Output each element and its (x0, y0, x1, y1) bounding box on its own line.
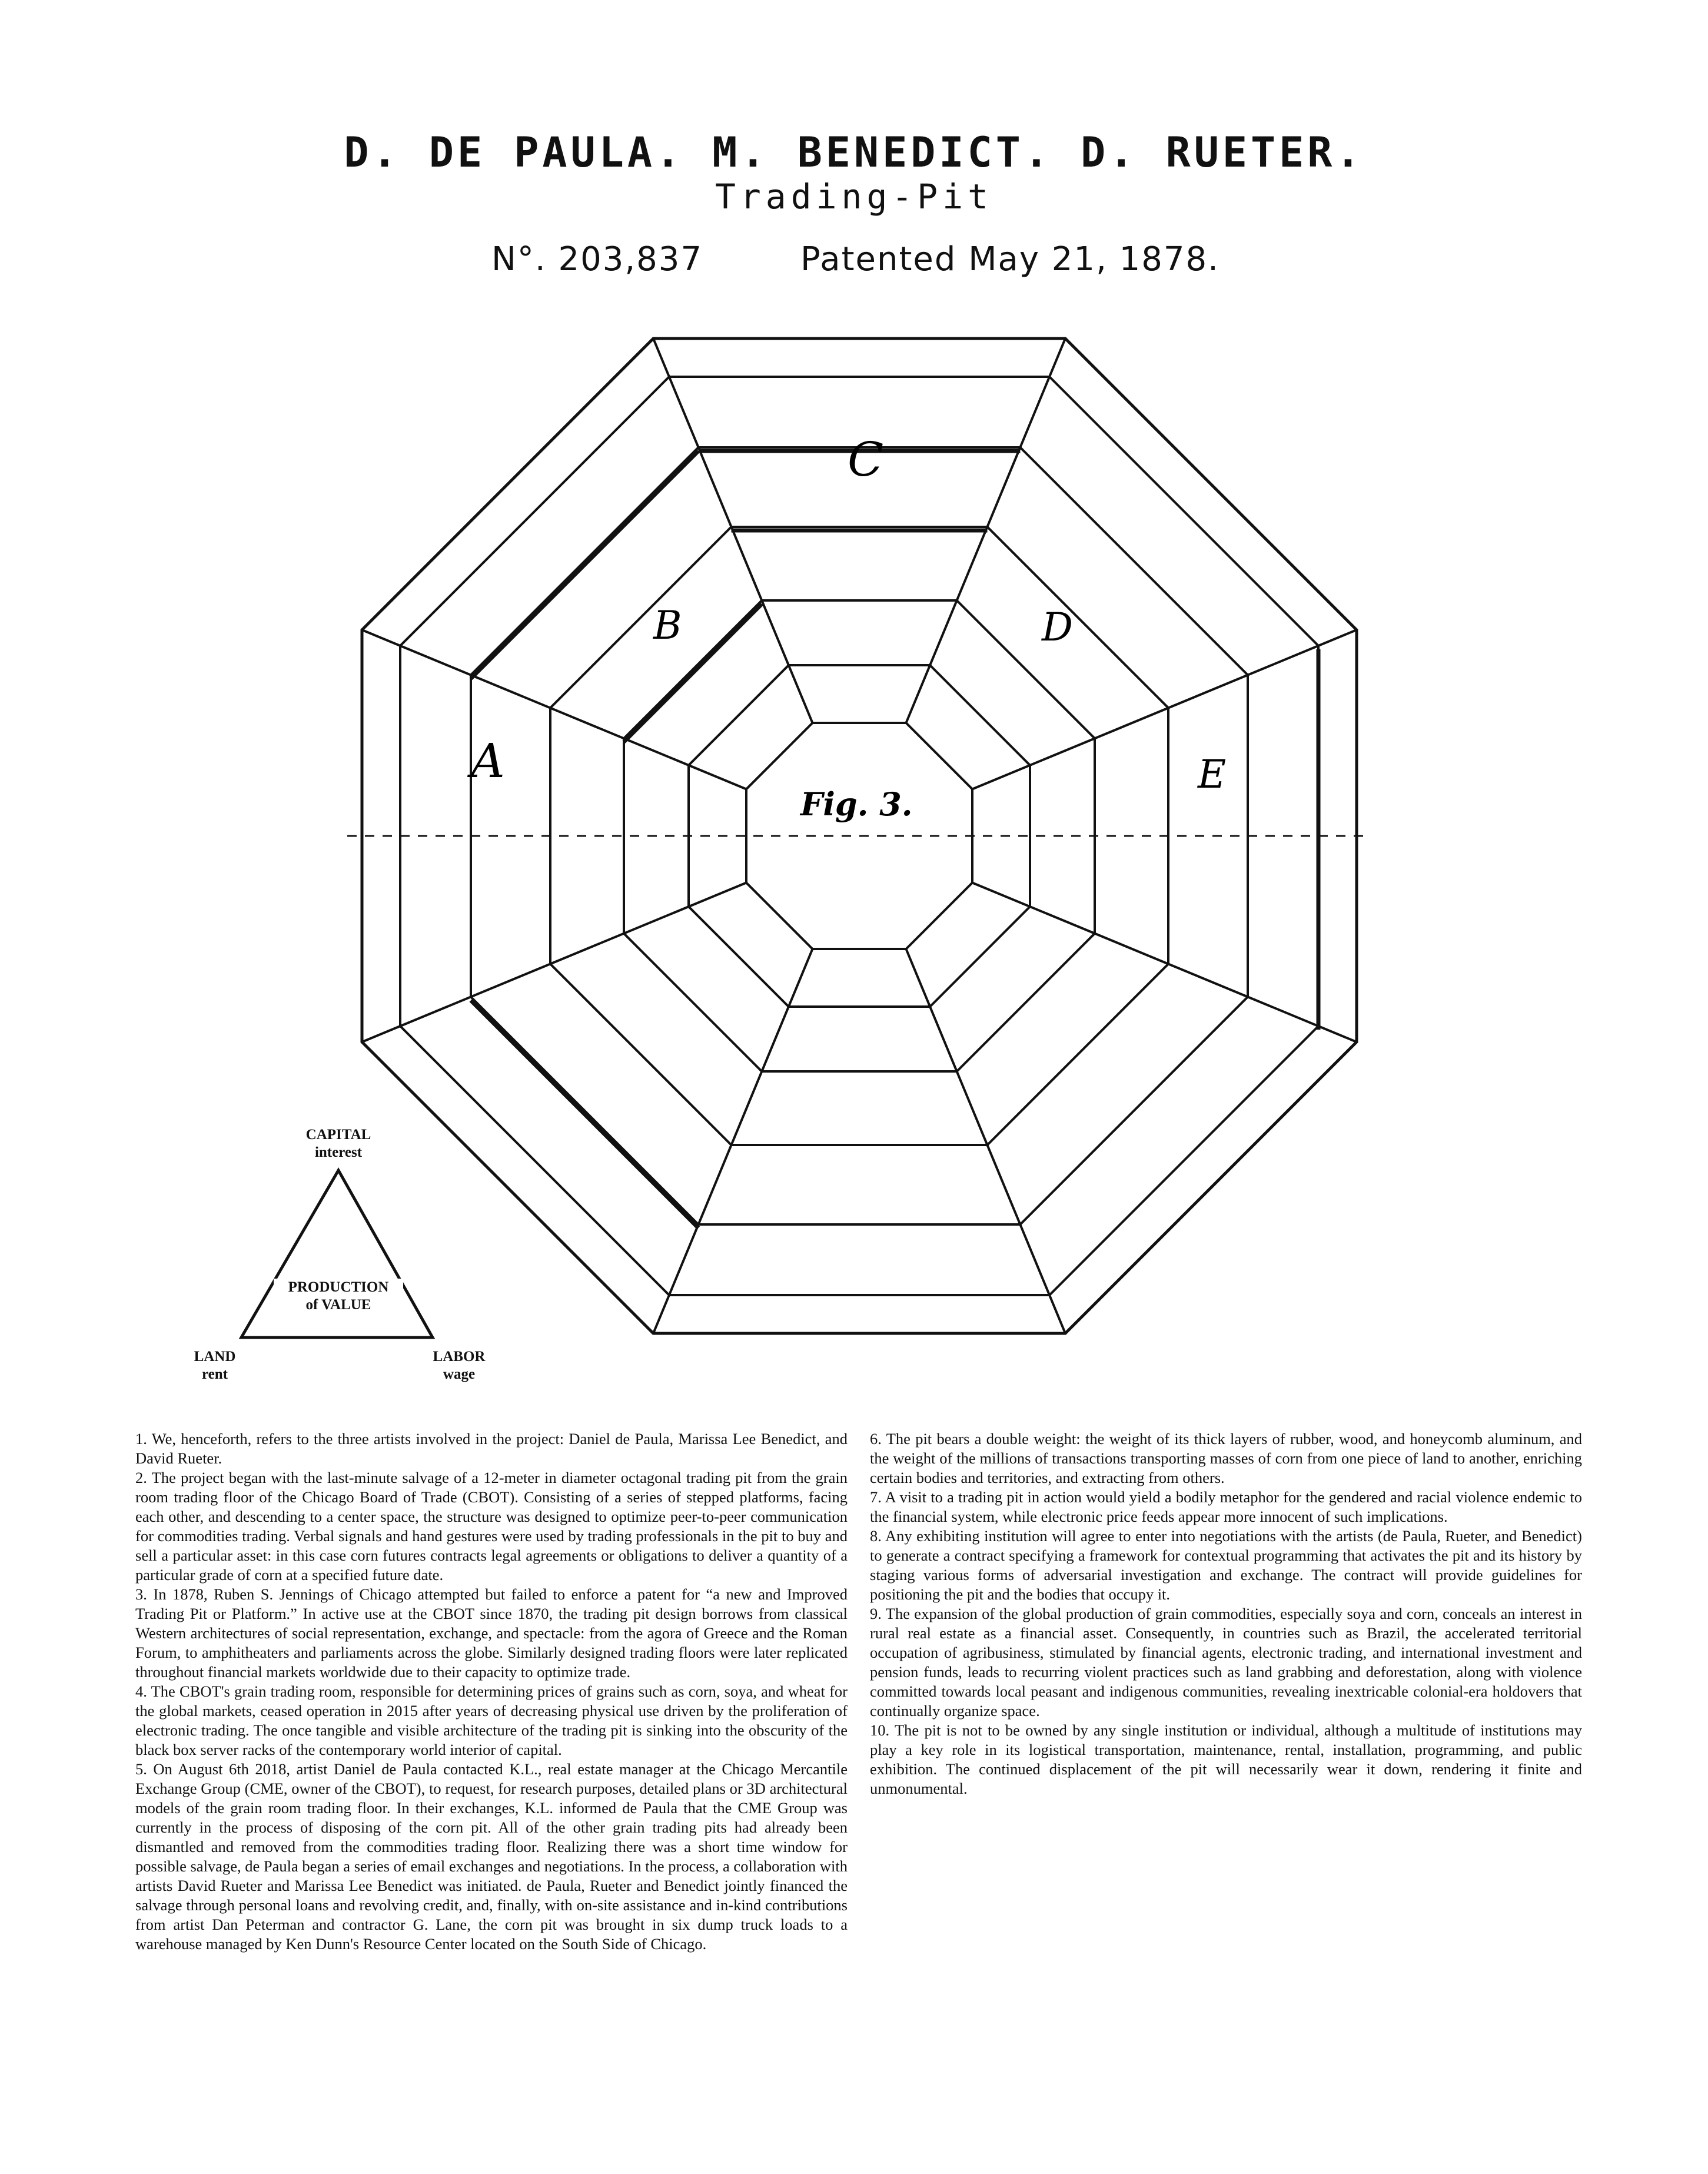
pit-spoke-8 (362, 630, 746, 789)
note-4: 4. The CBOT's grain trading room, responsible for determining prices of grains such as corn, soya, and wheat for the global markets, ceased operation in 2015 after years of decreasing physical use driven by the proliferation of electronic trading. The once tangible and visible architecture of the trading pit is sinking into the obscurity of the black box server racks of the contemporary world interior of capital. (135, 1682, 848, 1758)
fig-letter-d: D (1042, 605, 1073, 650)
fig-label: Fig. 3. (800, 785, 913, 823)
pit-spoke-4 (972, 883, 1357, 1043)
pit-shade-4 (624, 604, 762, 742)
note-8: 8. Any exhibiting institution will agree to enter into negotiations with the artists (de Paula, Rueter, and Benedict) to generate a contract specifying a framework for contextual programming that activates the pit and its history by staging various forms of adversarial investigation and exchange. The contract will provide guidelines for positioning the pit and the bodies that occupy it. (870, 1527, 1582, 1603)
fig-letter-e: E (1198, 752, 1227, 797)
of-value-label: of VALUE (305, 1297, 371, 1313)
pit-spoke-7 (362, 883, 746, 1043)
fig-letter-c: C (848, 432, 884, 487)
labor-label: LABOR (433, 1349, 486, 1365)
note-9: 9. The expansion of the global production of grain commodities, especially soya and corn, conceals an interest in rural real estate as a financial asset. Consequently, in countries such as Brazil, the accelerated territorial occupation of agribusiness, stimulated by financial agents, electronic trading, and international investment and pension funds, leads to recurring violent practices such as land grabbing and deforestation, along with violence committed towards local peasant and indigenous communities, revealing inextricable colonial-era holdovers that continually organize space. (870, 1605, 1582, 1720)
fig-letter-b: B (653, 603, 682, 648)
triangle-top-label (277, 1126, 400, 1161)
notes-column-right (870, 1429, 1582, 2036)
note-2: 2. The project began with the last-minute salvage of a 12-meter in diameter octagonal trading pit from the grain room trading floor of the Chicago Board of Trade (CBOT). Consisting of a series of stepped platforms, facing each other, and descending to a center space, the structure was designed to optimize peer-to-peer communication for commodities trading. Verbal signals and hand gestures were used by trading professionals in the pit to buy and sell a particular asset: in this case corn futures contracts legal agreements or obligations to deliver a quantity of a particular grade of corn at a specified future date. (135, 1469, 848, 1584)
rent-label: rent (202, 1366, 228, 1382)
capital-label: CAPITAL (305, 1127, 371, 1143)
note-7: 7. A visit to a trading pit in action would yield a bodily metaphor for the gendered and racial violence endemic to the financial system, while electronic price feeds appear more innocent of such implications. (870, 1488, 1582, 1525)
patent-subtitle: Trading-Pit (715, 177, 993, 217)
note-10: 10. The pit is not to be owned by any single institution or individual, although a multitude of institutions may play a key role in its logistical transportation, maintenance, rental, installation, programming, and public exhibition. The continued displacement of the pit will necessarily wear it down, rendering it finite and unmonumental. (870, 1721, 1582, 1797)
production-label: PRODUCTION (288, 1279, 389, 1295)
patent-number: N°. 203,837 (491, 240, 703, 278)
land-label: LAND (194, 1349, 236, 1365)
patent-date: Patented May 21, 1878. (800, 240, 1219, 278)
pit-spoke-3 (972, 630, 1357, 789)
notes-column-left (135, 1429, 848, 2036)
pit-shade-5 (471, 1000, 699, 1228)
note-1: 1. We, henceforth, refers to the three artists involved in the project: Daniel de Paula, Marissa Lee Benedict, and David Rueter. (135, 1430, 848, 1467)
patent-inventors: D. DE PAULA. M. BENEDICT. D. RUETER. (344, 128, 1364, 177)
interest-label: interest (314, 1144, 363, 1160)
triangle-right-label (427, 1348, 491, 1383)
pit-spoke-5 (906, 949, 1066, 1333)
fig-letter-a: A (471, 733, 505, 788)
note-6: 6. The pit bears a double weight: the weight of its thick layers of rubber, wood, and honeycomb aluminum, and the weight of the millions of transactions transporting masses of corn from one piece of land to another, enriching certain bodies and territories, and extracting from others. (870, 1430, 1582, 1486)
triangle-center-label (274, 1279, 403, 1314)
note-3: 3. In 1878, Ruben S. Jennings of Chicago attempted but failed to enforce a patent for “a new and Improved Trading Pit or Platform.” In active use at the CBOT since 1870, the trading pit design borrows from classical Western architectures of social representation, exchange, and spectacle: from the agora of Greece and the Roman Forum, to amphitheaters and parliaments across the globe. Similarly designed trading floors were later replicated throughout financial markets worldwide due to their capacity to optimize trade. (135, 1585, 848, 1681)
wage-label: wage (443, 1366, 476, 1382)
triangle-left-label (182, 1348, 247, 1383)
note-5: 5. On August 6th 2018, artist Daniel de Paula contacted K.L., real estate manager at the Chicago Mercantile Exchange Group (CME, owner of the CBOT), to request, for research purposes, detailed plans or 3D architectural models of the grain room trading floor. In their exchanges, K.L. informed de Paula that the CME Group was currently in the process of disposing of the corn pit. All of the other grain trading pits had already been dismantled and removed from the commodities trading floor. Realizing there was a short time window for possible salvage, de Paula began a series of email exchanges and negotiations. In the process, a collaboration with artists David Rueter and Marissa Lee Benedict was initiated. de Paula, Rueter and Benedict jointly financed the salvage through personal loans and revolving credit, and, finally, with on-site assistance and in-kind contributions from artist Dan Peterman and contractor G. Lane, the corn pit was brought in six dump truck loads to a warehouse managed by Ken Dunn's Resource Center located on the South Side of Chicago. (135, 1760, 848, 1953)
pit-spoke-6 (653, 949, 813, 1333)
